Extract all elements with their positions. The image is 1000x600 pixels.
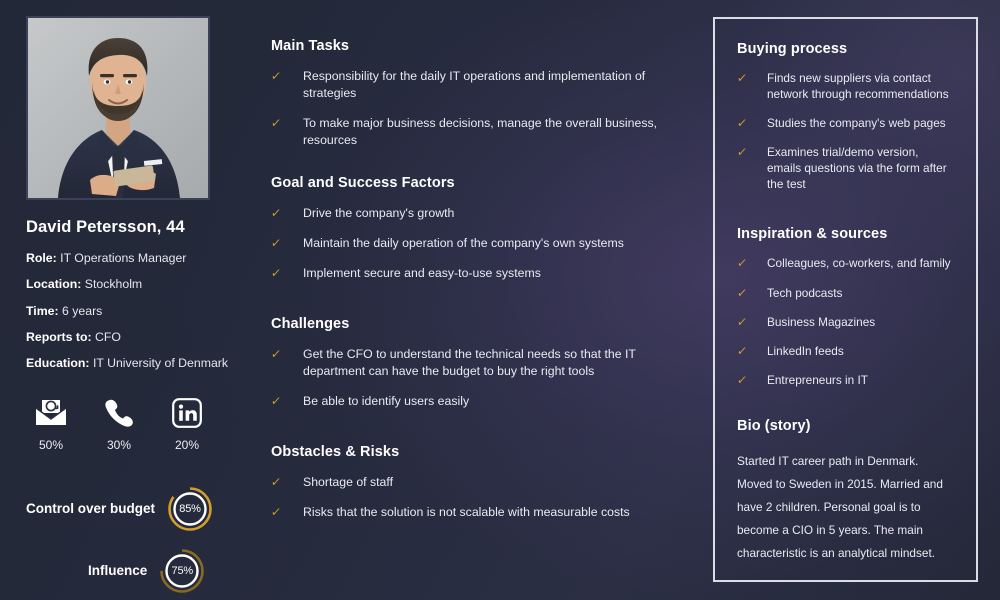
meta-row-time bbox=[26, 304, 248, 319]
check-icon: ✓ bbox=[270, 393, 283, 408]
list-item-text: Maintain the daily operation of the company's own systems bbox=[303, 235, 624, 250]
profile-meta-list bbox=[26, 251, 248, 372]
profile-name: David Petersson, 44 bbox=[26, 218, 185, 236]
meta-value: 6 years bbox=[62, 303, 103, 318]
profile-column bbox=[26, 16, 248, 600]
right-info-panel bbox=[713, 17, 978, 582]
channel-percent: 30% bbox=[106, 437, 132, 452]
metric-percent: 75% bbox=[171, 564, 193, 577]
meta-label: Time: bbox=[26, 303, 59, 318]
channel-percent: 50% bbox=[38, 437, 64, 452]
list-item bbox=[271, 205, 701, 222]
list-item bbox=[271, 68, 701, 102]
meta-value: IT University of Denmark bbox=[92, 356, 229, 371]
section-inspiration-and-sources bbox=[737, 226, 954, 388]
list-item bbox=[271, 504, 701, 521]
list-item-text: Colleagues, co-workers, and family bbox=[767, 256, 951, 271]
list-item bbox=[737, 70, 954, 102]
check-icon: ✓ bbox=[270, 69, 283, 83]
check-icon: ✓ bbox=[736, 145, 749, 160]
main-content-column bbox=[271, 38, 701, 547]
progress-ring-75 bbox=[159, 548, 205, 594]
list-item-text: Risks that the solution is not scalable with measurable costs bbox=[303, 504, 630, 519]
list-item bbox=[271, 393, 701, 410]
profile-photo bbox=[26, 16, 210, 200]
check-icon: ✓ bbox=[270, 474, 283, 489]
meta-value: Stockholm bbox=[84, 277, 143, 292]
meta-label: Education: bbox=[26, 356, 90, 371]
list-item bbox=[271, 235, 701, 252]
section-title: Buying process bbox=[737, 41, 848, 57]
meta-label: Role: bbox=[26, 251, 57, 265]
list-item bbox=[737, 255, 954, 271]
meta-value: CFO bbox=[95, 330, 121, 345]
check-icon: ✓ bbox=[736, 314, 749, 329]
list-item-text: Get the CFO to understand the technical needs so that the IT department can have the budget to buy the right tools bbox=[303, 346, 636, 378]
list-item-text: Drive the company's growth bbox=[303, 205, 455, 220]
meta-label: Reports to: bbox=[26, 330, 92, 345]
list-item bbox=[737, 343, 954, 359]
section-title: Goal and Success Factors bbox=[271, 174, 455, 191]
meta-label: Location: bbox=[26, 277, 82, 292]
check-icon: ✓ bbox=[270, 346, 283, 361]
list-item bbox=[271, 115, 701, 149]
channel-linkedin bbox=[166, 394, 208, 452]
check-icon: ✓ bbox=[736, 116, 749, 131]
channel-email bbox=[30, 394, 72, 452]
list-item-text: Shortage of staff bbox=[303, 474, 394, 489]
check-icon: ✓ bbox=[270, 115, 283, 130]
list-item-text: Studies the company's web pages bbox=[767, 116, 946, 131]
section-title: Main Tasks bbox=[271, 38, 350, 54]
meta-row-reports-to bbox=[26, 330, 248, 345]
list-item bbox=[737, 115, 954, 131]
list-item bbox=[271, 474, 701, 491]
section-title: Inspiration & sources bbox=[737, 226, 888, 243]
meta-row-location bbox=[26, 277, 248, 292]
section-title: Bio (story) bbox=[737, 418, 811, 435]
list-item-text: LinkedIn feeds bbox=[767, 343, 844, 358]
list-item-text: Responsibility for the daily IT operations and implementation of strategies bbox=[303, 69, 646, 100]
section-title: Challenges bbox=[271, 315, 350, 332]
bio-text: Started IT career path in Denmark. Moved to Sweden in 2015. Married and have 2 children. Personal goal is to become a CIO in 5 years. The main characteristic is an analytical mindset. bbox=[737, 454, 943, 561]
metric-control-over-budget bbox=[26, 480, 248, 538]
section-goal-and-success-factors bbox=[271, 175, 701, 282]
list-item bbox=[737, 144, 954, 192]
list-item-text: To make major business decisions, manage the overall business, resources bbox=[303, 115, 658, 147]
list-item-text: Implement secure and easy-to-use systems bbox=[303, 265, 541, 280]
section-bio bbox=[737, 418, 954, 565]
metric-percent: 85% bbox=[179, 502, 201, 515]
list-item-text: Business Magazines bbox=[767, 314, 876, 329]
channel-phone bbox=[98, 394, 140, 452]
list-item bbox=[737, 314, 954, 330]
list-item-text: Finds new suppliers via contact network through recommendations bbox=[767, 71, 949, 102]
section-main-tasks bbox=[271, 38, 701, 149]
linkedin-icon bbox=[166, 394, 208, 432]
metric-label: Influence bbox=[88, 563, 148, 579]
check-icon: ✓ bbox=[736, 373, 749, 388]
check-icon: ✓ bbox=[270, 205, 283, 220]
metric-label: Control over budget bbox=[26, 501, 155, 517]
check-icon: ✓ bbox=[270, 265, 283, 280]
check-icon: ✓ bbox=[736, 343, 749, 358]
list-item bbox=[271, 265, 701, 282]
metric-rings bbox=[26, 480, 248, 600]
contact-channels bbox=[26, 394, 248, 452]
list-item-text: Entrepreneurs in IT bbox=[767, 373, 868, 388]
progress-ring-85 bbox=[167, 486, 213, 532]
meta-row-role bbox=[26, 251, 248, 266]
channel-percent: 20% bbox=[174, 437, 200, 452]
check-icon: ✓ bbox=[736, 285, 749, 300]
check-icon: ✓ bbox=[736, 71, 749, 85]
check-icon: ✓ bbox=[270, 235, 283, 250]
list-item-text: Tech podcasts bbox=[767, 285, 843, 300]
list-item bbox=[737, 372, 954, 388]
list-item-text: Be able to identify users easily bbox=[303, 393, 470, 408]
list-item bbox=[737, 285, 954, 301]
section-obstacles-and-risks bbox=[271, 444, 701, 521]
check-icon: ✓ bbox=[270, 504, 283, 519]
meta-row-education bbox=[26, 356, 248, 371]
metric-influence bbox=[26, 542, 248, 600]
section-buying-process bbox=[737, 41, 954, 192]
check-icon: ✓ bbox=[736, 256, 749, 271]
meta-value: IT Operations Manager bbox=[60, 251, 187, 265]
list-item-text: Examines trial/demo version, emails questions via the form after the test bbox=[767, 145, 947, 192]
section-challenges bbox=[271, 316, 701, 410]
list-item bbox=[271, 346, 701, 380]
section-title: Obstacles & Risks bbox=[271, 443, 400, 460]
email-icon bbox=[30, 394, 72, 432]
phone-icon bbox=[98, 394, 140, 432]
